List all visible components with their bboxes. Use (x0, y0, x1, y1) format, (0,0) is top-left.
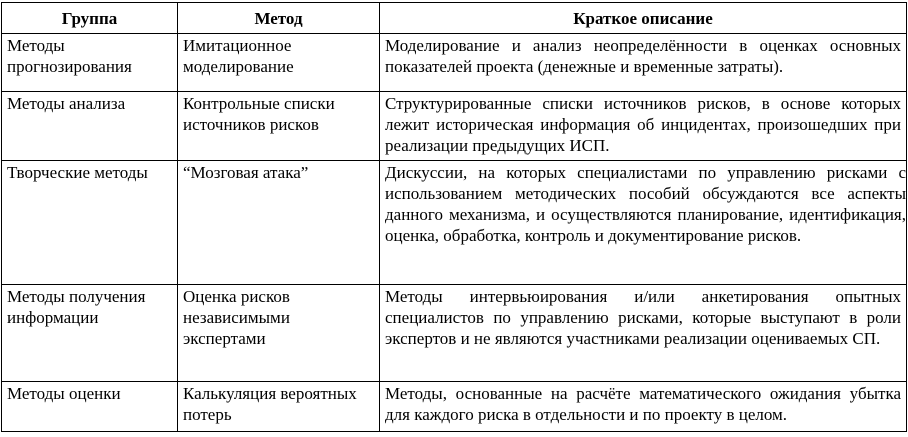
method-cell: Оценка рисков независимыми экспертами (178, 285, 380, 382)
description-cell: Методы, основанные на расчёте математического ожидания убытка для каждого риска в отдельности и по проекту в целом. (380, 382, 907, 432)
table-row (2, 382, 907, 432)
method-cell: “Мозговая атака” (178, 161, 380, 285)
group-cell: Методы оценки (2, 382, 178, 432)
header-description: Краткое описание (380, 3, 907, 34)
header-group: Группа (2, 3, 178, 34)
table-header-row (2, 3, 907, 34)
method-cell: Контрольные списки источников рисков (178, 92, 380, 161)
description-cell: Методы интервьюирования и/или анкетирования опытных специалистов по управлению рисками, которые выступают в роли экспертов и не являются участниками реализации оцениваемых СП. (380, 285, 907, 382)
header-method: Метод (178, 3, 380, 34)
description-cell: Структурированные списки источников рисков, в основе которых лежит историческая информация об инцидентах, произошедших при реализации предыдущих ИСП. (380, 92, 907, 161)
table-row (2, 161, 907, 285)
group-cell: Методы анализа (2, 92, 178, 161)
group-cell: Творческие методы (2, 161, 178, 285)
risk-methods-table (1, 2, 907, 432)
description-cell: Моделирование и анализ неопределённости в оценках основных показателей проекта (денежные и временные затраты). (380, 34, 907, 92)
table-row (2, 92, 907, 161)
group-cell: Методы получения информации (2, 285, 178, 382)
method-cell: Имитационное моделирование (178, 34, 380, 92)
method-cell: Калькуляция вероятных потерь (178, 382, 380, 432)
group-cell: Методы прогнозирования (2, 34, 178, 92)
table-row (2, 285, 907, 382)
description-cell: Дискуссии, на которых специалистами по управлению рисками с использованием методических пособий обсуждаются все аспекты данного механизма, и осуществляются планирование, идентификация, оценка, обработка, контроль и документирование рисков. (380, 161, 907, 285)
table-row (2, 34, 907, 92)
